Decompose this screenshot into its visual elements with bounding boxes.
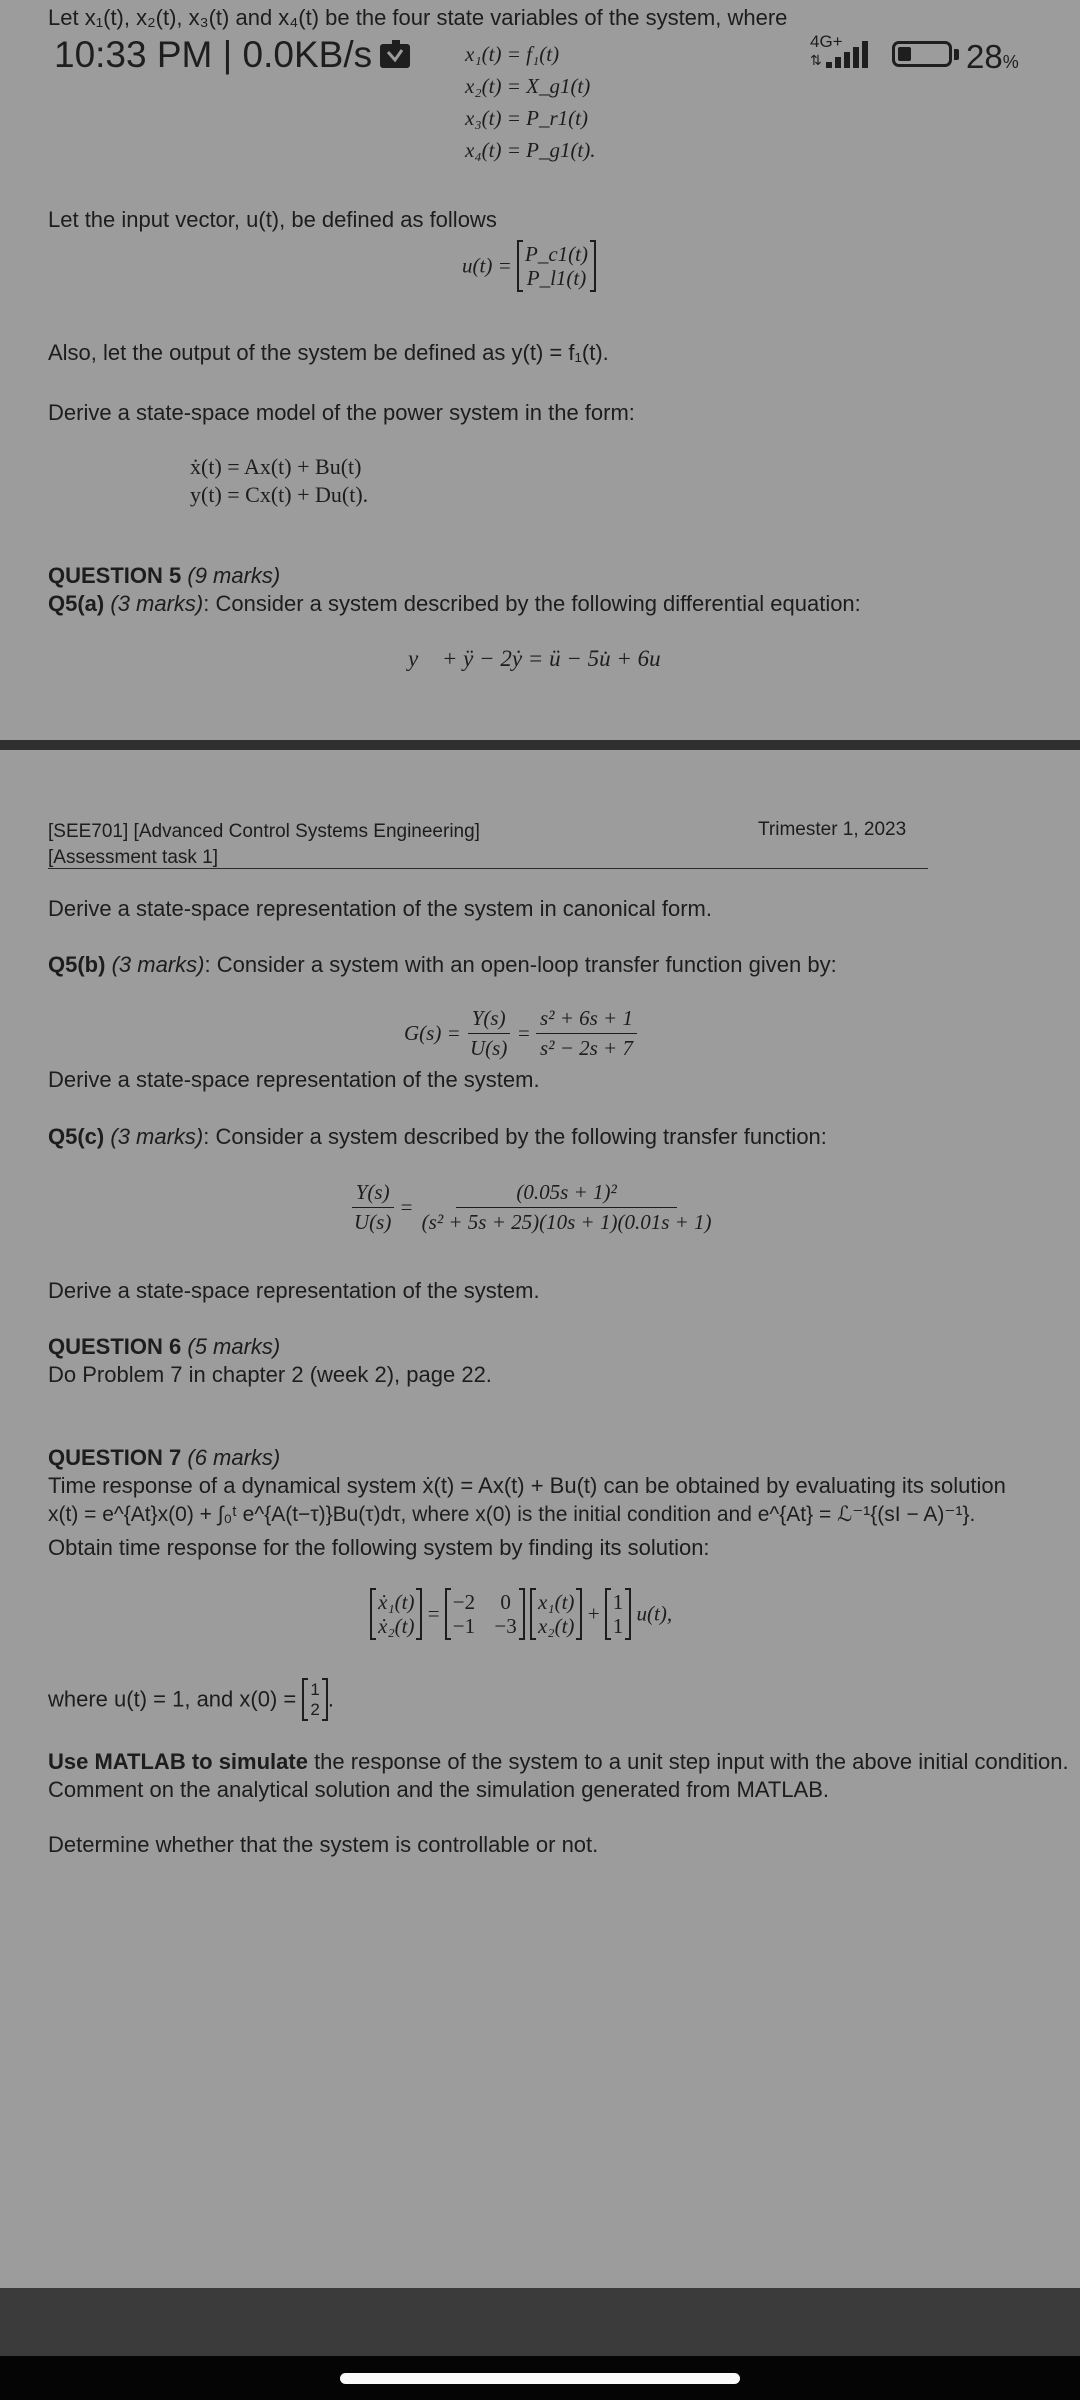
q5a-differential-equation: y⃛ + ÿ − 2ẏ = ü − 5u̇ + 6u bbox=[408, 646, 661, 671]
signal-icon bbox=[826, 40, 876, 68]
navigation-bar bbox=[0, 2288, 1080, 2356]
state-x4: x₄(t) = P_g1(t). bbox=[465, 138, 596, 162]
q7-line-1: Time response of a dynamical system ẋ(t) = Ax(t) + Bu(t) can be obtained by evaluating its solution bbox=[48, 1473, 1006, 1498]
question-5b: Q5(b) (3 marks): Consider a system with an open-loop transfer function given by: bbox=[48, 952, 837, 977]
question-5-heading: QUESTION 5 (9 marks) bbox=[48, 563, 281, 588]
derive-instruction: Derive a state-space model of the power system in the form: bbox=[48, 400, 635, 425]
q5b-transfer-function: G(s) = $\frac{Y(s)}{U(s)}$ = $\frac{\text{s² + 6s + 1}}{\text{s² − 2s + 7}}$ bbox=[404, 1006, 637, 1061]
state-definitions bbox=[465, 38, 596, 166]
page-divider bbox=[0, 740, 1080, 750]
q7-initial-condition: where u(t) = 1, and x(0) = 1 2 . bbox=[48, 1678, 334, 1721]
question-5c: Q5(c) (3 marks): Consider a system described by the following transfer function: bbox=[48, 1124, 827, 1149]
q7-line-3: Obtain time response for the following system by finding its solution: bbox=[48, 1535, 710, 1560]
question-6-text: Do Problem 7 in chapter 2 (week 2), page 22. bbox=[48, 1362, 492, 1387]
output-equation: y(t) = Cx(t) + Du(t). bbox=[190, 482, 369, 507]
q5b-derive: Derive a state-space representation of the system. bbox=[48, 1067, 540, 1092]
state-x2: x₂(t) = X_g1(t) bbox=[465, 74, 591, 98]
q7-controllability: Determine whether that the system is controllable or not. bbox=[48, 1832, 599, 1857]
q5c-derive: Derive a state-space representation of the system. bbox=[48, 1278, 540, 1303]
q7-line-2: x(t) = e^{At}x(0) + ∫₀ᵗ e^{A(t−τ)}Bu(τ)dτ, where x(0) is the initial condition and e^{At} = ℒ⁻¹{(sI − A)⁻¹}. bbox=[48, 1503, 976, 1526]
question-7-heading: QUESTION 7 (6 marks) bbox=[48, 1445, 281, 1470]
q5a-continuation: Derive a state-space representation of the system in canonical form. bbox=[48, 896, 712, 921]
page-header-left: [SEE701] [Advanced Control Systems Engineering] [Assessment task 1] bbox=[48, 821, 480, 868]
q5c-transfer-function: $\frac{Y(s)}{U(s)}$ = $\frac{\text{(0.05s + 1)²}}{\text{(s² + 5s + 25)(10s + 1)(0.01s + 1)}}$ bbox=[350, 1180, 716, 1235]
state-equation: ẋ(t) = Ax(t) + Bu(t) bbox=[190, 454, 362, 479]
screenshot-icon bbox=[378, 40, 414, 72]
state-x3: x₃(t) = P_r1(t) bbox=[465, 106, 588, 130]
page-header-right: Trimester 1, 2023 bbox=[758, 819, 907, 840]
q7-matlab-comment: Comment on the analytical solution and the simulation generated from MATLAB. bbox=[48, 1777, 829, 1802]
q7-matlab-simulate: Use MATLAB to simulate the response of the system to a unit step input with the above initial condition. bbox=[48, 1749, 1069, 1774]
header-rule bbox=[48, 868, 928, 869]
network-type: 4G+ bbox=[810, 32, 843, 51]
question-6-heading: QUESTION 6 (5 marks) bbox=[48, 1334, 281, 1359]
battery-percent: 28% bbox=[966, 38, 1019, 75]
home-gesture-handle[interactable] bbox=[340, 2373, 740, 2384]
input-intro: Let the input vector, u(t), be defined as follows bbox=[48, 207, 497, 232]
q7-state-equation: ẋ₁(t) ẋ₂(t) = −2 −1 0 −3 x₁(t) x₂(t) + 1 1 u(t), bbox=[370, 1588, 672, 1640]
input-vector-eq: u(t) = P_c1(t) P_l1(t) bbox=[462, 240, 596, 292]
output-definition: Also, let the output of the system be defined as y(t) = f₁(t). bbox=[48, 340, 609, 365]
data-arrows-icon: ⇅ bbox=[810, 52, 822, 68]
battery-icon bbox=[892, 41, 952, 67]
status-time: 10:33 PM | 0.0KB/s bbox=[54, 34, 373, 75]
intro-text: Let x₁(t), x₂(t), x₃(t) and x₄(t) be the four state variables of the system, where bbox=[48, 5, 788, 30]
state-x1: x₁(t) = f₁(t) bbox=[465, 42, 560, 66]
question-5a: Q5(a) (3 marks): Consider a system described by the following differential equation: bbox=[48, 591, 861, 616]
